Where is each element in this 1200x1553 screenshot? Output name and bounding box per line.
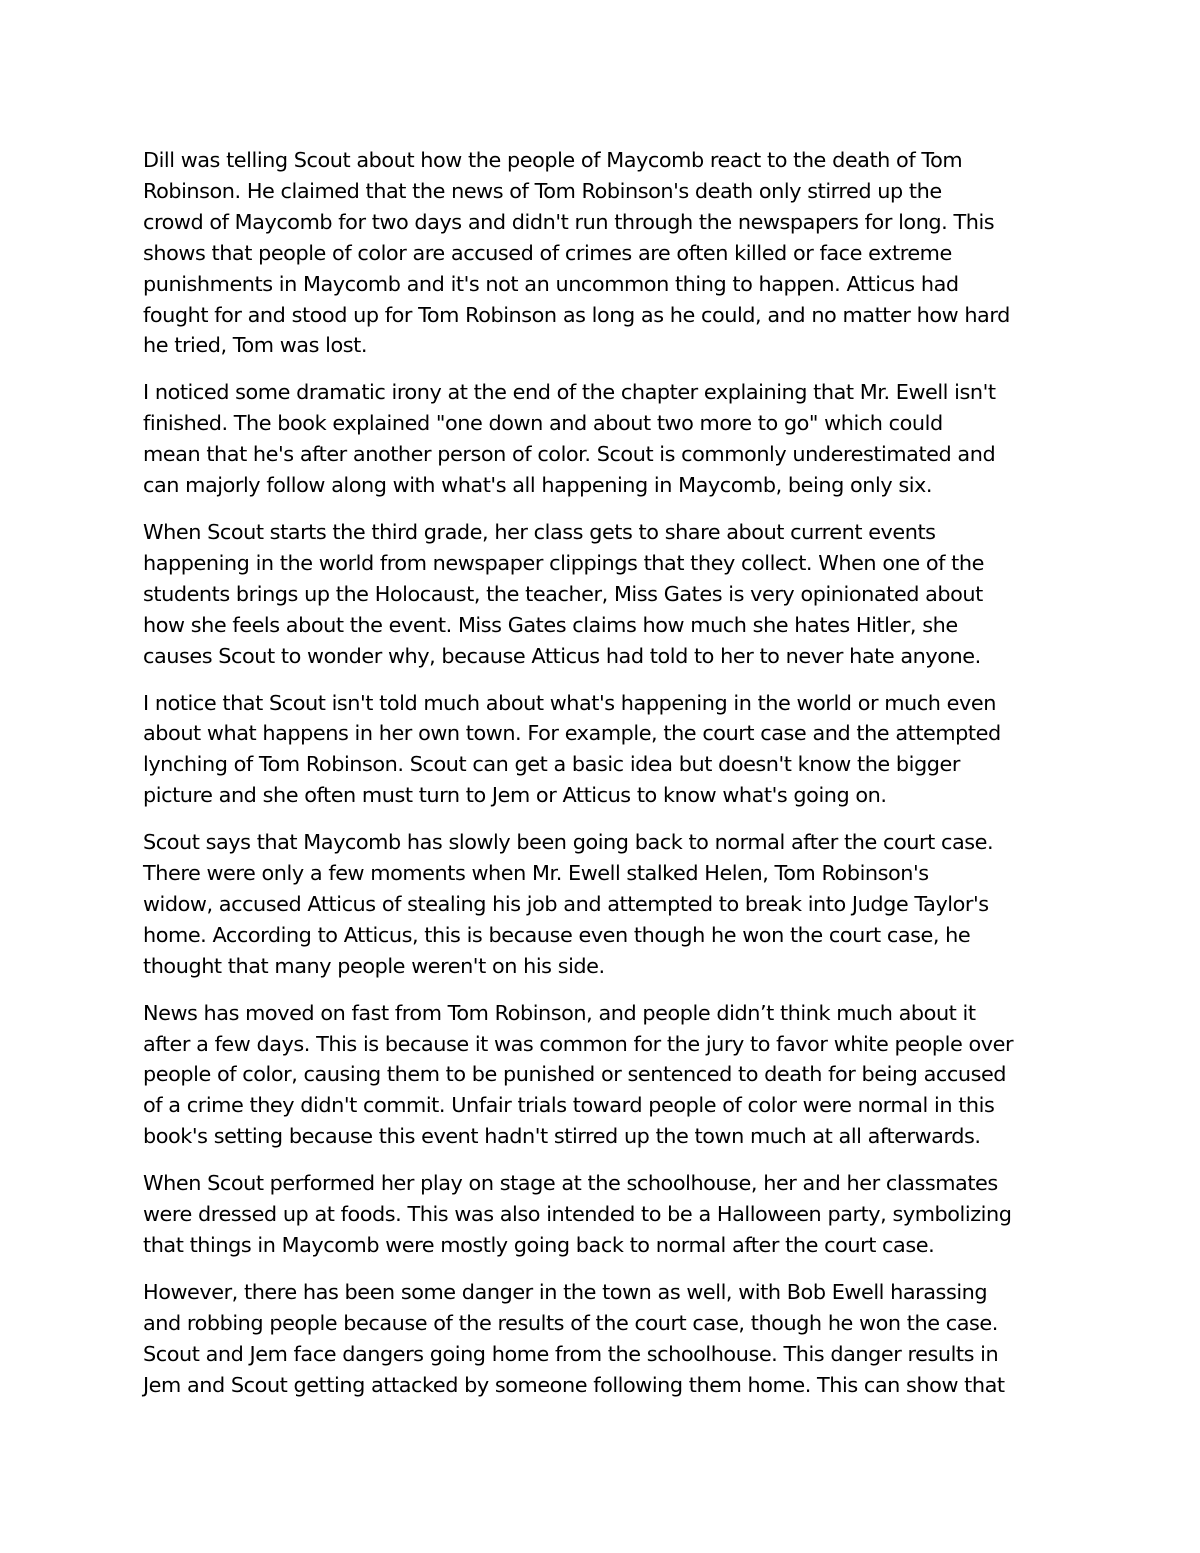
text-line: fought for and stood up for Tom Robinson as long as he could, and no matter how hard bbox=[143, 302, 1010, 327]
text-line: finished. The book explained "one down and about two more to go" which could bbox=[143, 411, 943, 436]
text-line: I notice that Scout isn't told much about what's happening in the world or much even bbox=[143, 690, 996, 715]
paragraph bbox=[143, 827, 1063, 982]
text-line: and robbing people because of the results of the court case, though he won the case. bbox=[143, 1310, 998, 1335]
text-line: Dill was telling Scout about how the people of Maycomb react to the death of Tom bbox=[143, 148, 963, 172]
paragraph bbox=[143, 145, 1063, 361]
text-line: book's setting because this event hadn't stirred up the town much at all afterwards. bbox=[143, 1124, 981, 1149]
document-body bbox=[143, 145, 1063, 1417]
text-line: Scout says that Maycomb has slowly been going back to normal after the court case. bbox=[143, 830, 994, 855]
paragraph bbox=[143, 1168, 1063, 1261]
paragraph bbox=[143, 1277, 1063, 1401]
text-line: how she feels about the event. Miss Gates claims how much she hates Hitler, she bbox=[143, 612, 958, 637]
text-line: Scout and Jem face dangers going home from the schoolhouse. This danger results in bbox=[143, 1341, 999, 1366]
text-line: causes Scout to wonder why, because Atticus had told to her to never hate anyone. bbox=[143, 643, 981, 668]
paragraph bbox=[143, 377, 1063, 501]
text-line: Jem and Scout getting attacked by someone following them home. This can show that bbox=[143, 1372, 1005, 1397]
text-line: can majorly follow along with what's all happening in Maycomb, being only six. bbox=[143, 473, 933, 498]
text-line: were dressed up at foods. This was also intended to be a Halloween party, symbolizing bbox=[143, 1202, 1012, 1227]
text-line: home. According to Atticus, this is because even though he won the court case, he bbox=[143, 922, 971, 947]
text-line: When Scout starts the third grade, her class gets to share about current events bbox=[143, 519, 936, 544]
text-line: shows that people of color are accused of crimes are often killed or face extreme bbox=[143, 240, 952, 265]
text-line: he tried, Tom was lost. bbox=[143, 333, 368, 358]
paragraph bbox=[143, 517, 1063, 672]
text-line: people of color, causing them to be punished or sentenced to death for being accused bbox=[143, 1062, 1007, 1087]
text-line: students brings up the Holocaust, the teacher, Miss Gates is very opinionated about bbox=[143, 581, 983, 606]
text-line: crowd of Maycomb for two days and didn't run through the newspapers for long. This bbox=[143, 209, 995, 234]
text-line: When Scout performed her play on stage at the schoolhouse, her and her classmates bbox=[143, 1171, 998, 1196]
text-line: of a crime they didn't commit. Unfair trials toward people of color were normal in this bbox=[143, 1093, 995, 1118]
text-line: mean that he's after another person of color. Scout is commonly underestimated and bbox=[143, 442, 996, 467]
text-line: News has moved on fast from Tom Robinson, and people didn’t think much about it bbox=[143, 1000, 976, 1025]
text-line: happening in the world from newspaper clippings that they collect. When one of the bbox=[143, 550, 984, 575]
paragraph bbox=[143, 998, 1063, 1153]
text-line: thought that many people weren't on his side. bbox=[143, 953, 605, 978]
text-line: after a few days. This is because it was common for the jury to favor white people over bbox=[143, 1031, 1014, 1056]
text-line: lynching of Tom Robinson. Scout can get a basic idea but doesn't know the bigger bbox=[143, 752, 960, 777]
text-line: picture and she often must turn to Jem or Atticus to know what's going on. bbox=[143, 783, 887, 808]
text-line: I noticed some dramatic irony at the end of the chapter explaining that Mr. Ewell isn't bbox=[143, 380, 996, 405]
text-line: about what happens in her own town. For example, the court case and the attempted bbox=[143, 721, 1001, 746]
text-line: widow, accused Atticus of stealing his job and attempted to break into Judge Taylor's bbox=[143, 891, 989, 916]
paragraph bbox=[143, 688, 1063, 812]
text-line: There were only a few moments when Mr. Ewell stalked Helen, Tom Robinson's bbox=[143, 861, 929, 886]
text-line: However, there has been some danger in the town as well, with Bob Ewell harassing bbox=[143, 1279, 988, 1304]
text-line: that things in Maycomb were mostly going back to normal after the court case. bbox=[143, 1233, 935, 1257]
text-line: Robinson. He claimed that the news of Tom Robinson's death only stirred up the bbox=[143, 178, 942, 203]
text-line: punishments in Maycomb and it's not an uncommon thing to happen. Atticus had bbox=[143, 271, 959, 296]
